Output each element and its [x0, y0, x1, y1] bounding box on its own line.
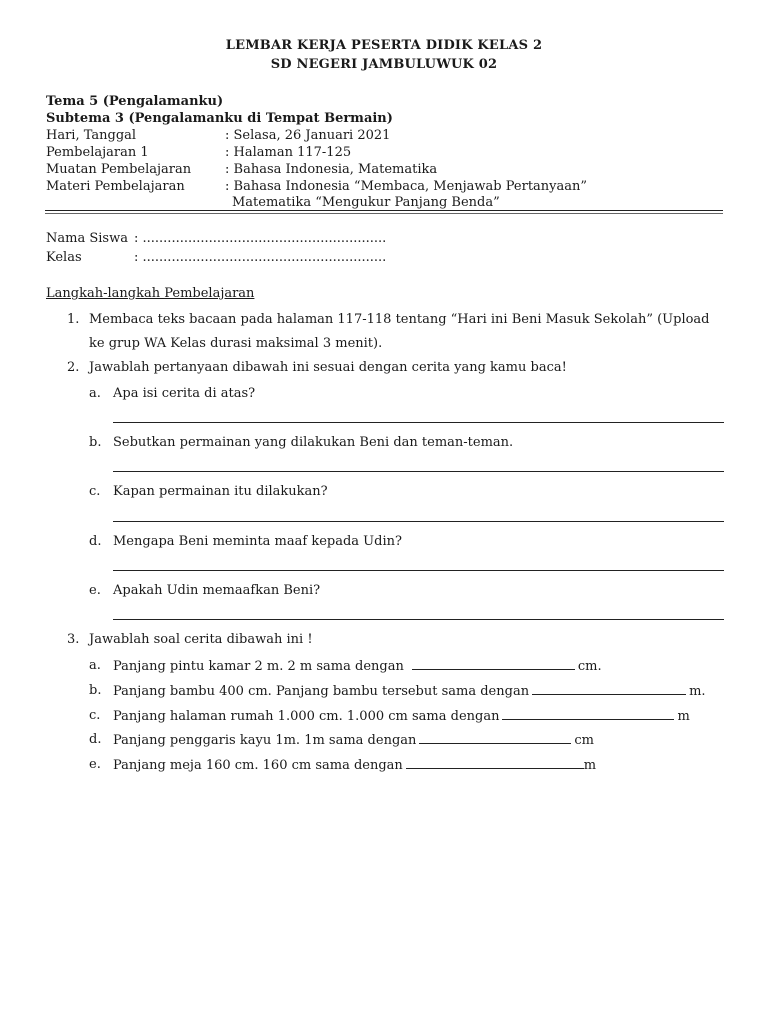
- answer-line-a[interactable]: [113, 422, 724, 423]
- answer-line-e[interactable]: [113, 619, 724, 620]
- question-b-letter: b.: [89, 435, 102, 450]
- item-b-unit: m.: [689, 684, 706, 699]
- question-a-text: Apa isi cerita di atas?: [113, 386, 256, 401]
- step-3-number: 3.: [67, 632, 80, 647]
- answer-line-d[interactable]: [113, 570, 724, 571]
- header-divider: [45, 210, 723, 211]
- question-c-letter: c.: [89, 484, 101, 499]
- question-a-letter: a.: [89, 386, 101, 401]
- item-d-unit: cm: [574, 733, 594, 748]
- school-name: SD NEGERI JAMBULUWUK 02: [270, 57, 498, 72]
- item-a-row: [113, 658, 602, 674]
- student-name-label: Nama Siswa: [46, 231, 128, 246]
- item-c-blank[interactable]: [502, 708, 674, 720]
- meta-value-material-math: Matematika “Mengukur Panjang Benda”: [232, 195, 500, 210]
- question-e-letter: e.: [89, 583, 101, 598]
- meta-label-material: Materi Pembelajaran: [46, 179, 185, 194]
- item-e-unit: m: [583, 758, 597, 773]
- student-class-field[interactable]: : ...........................................................: [134, 250, 387, 265]
- item-d-question: Panjang penggaris kayu 1m. 1m sama dengan: [113, 733, 417, 748]
- item-a-blank[interactable]: [412, 658, 575, 670]
- item-e-question: Panjang meja 160 cm. 160 cm sama dengan: [113, 758, 403, 773]
- item-e-letter: e.: [89, 757, 101, 772]
- tema-heading: Tema 5 (Pengalamanku): [46, 94, 224, 109]
- meta-value-date: : Selasa, 26 Januari 2021: [225, 128, 391, 143]
- question-d-letter: d.: [89, 534, 102, 549]
- item-d-row: [113, 732, 594, 748]
- meta-label-lesson: Pembelajaran 1: [46, 145, 149, 160]
- step-2-text: Jawablah pertanyaan dibawah ini sesuai dengan cerita yang kamu baca!: [89, 360, 567, 375]
- meta-label-date: Hari, Tanggal: [46, 128, 137, 143]
- question-c-text: Kapan permainan itu dilakukan?: [113, 484, 328, 499]
- meta-label-subjects: Muatan Pembelajaran: [46, 162, 192, 177]
- item-b-letter: b.: [89, 683, 102, 698]
- item-b-question: Panjang bambu 400 cm. Panjang bambu tersebut sama dengan: [113, 684, 530, 699]
- item-c-row: [113, 708, 690, 724]
- step-1-text-line1: Membaca teks bacaan pada halaman 117-118 tentang “Hari ini Beni Masuk Sekolah” (Upload: [89, 312, 710, 327]
- item-a-question: Panjang pintu kamar 2 m. 2 m sama dengan: [113, 659, 404, 674]
- step-1-text-line2: ke grup WA Kelas durasi maksimal 3 menit).: [89, 336, 383, 351]
- item-d-blank[interactable]: [419, 732, 571, 744]
- item-a-letter: a.: [89, 658, 101, 673]
- meta-value-material: : Bahasa Indonesia “Membaca, Menjawab Pertanyaan”: [225, 179, 588, 194]
- header-divider-thin: [45, 213, 723, 214]
- item-c-letter: c.: [89, 708, 101, 723]
- step-1-number: 1.: [67, 312, 80, 327]
- student-name-field[interactable]: : ...........................................................: [134, 231, 387, 246]
- item-b-row: [113, 683, 706, 699]
- question-d-text: Mengapa Beni meminta maaf kepada Udin?: [113, 534, 402, 549]
- meta-value-subjects: : Bahasa Indonesia, Matematika: [225, 162, 438, 177]
- item-e-row: [113, 757, 596, 773]
- item-a-unit: cm.: [577, 659, 602, 674]
- item-e-blank[interactable]: [406, 757, 584, 769]
- student-class-label: Kelas: [46, 250, 82, 265]
- subtema-heading: Subtema 3 (Pengalamanku di Tempat Bermain): [46, 111, 393, 126]
- answer-line-b[interactable]: [113, 471, 724, 472]
- question-e-text: Apakah Udin memaafkan Beni?: [113, 583, 321, 598]
- steps-heading: Langkah-langkah Pembelajaran: [46, 286, 255, 301]
- item-b-blank[interactable]: [532, 683, 686, 695]
- answer-line-c[interactable]: [113, 521, 724, 522]
- step-2-number: 2.: [67, 360, 80, 375]
- item-c-unit: m: [677, 709, 690, 724]
- item-c-question: Panjang halaman rumah 1.000 cm. 1.000 cm sama dengan: [113, 709, 500, 724]
- meta-value-lesson: : Halaman 117-125: [225, 145, 352, 160]
- item-d-letter: d.: [89, 732, 102, 747]
- worksheet-title: LEMBAR KERJA PESERTA DIDIK KELAS 2: [225, 38, 543, 53]
- step-3-text: Jawablah soal cerita dibawah ini !: [89, 632, 313, 647]
- question-b-text: Sebutkan permainan yang dilakukan Beni dan teman-teman.: [113, 435, 514, 450]
